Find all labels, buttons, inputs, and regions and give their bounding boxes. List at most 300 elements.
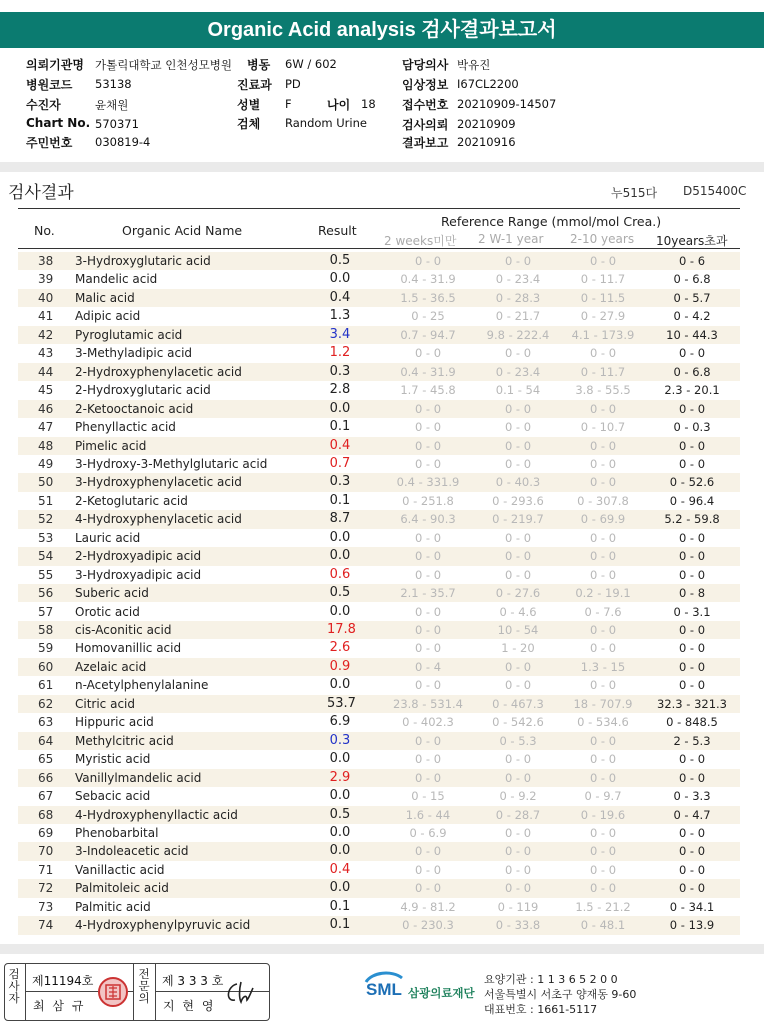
ref-range-2w-1y: 0 - 219.7 bbox=[492, 512, 544, 527]
ref-range-under-2-weeks: 0.4 - 31.9 bbox=[400, 272, 456, 287]
row-number: 42 bbox=[38, 327, 54, 342]
acid-name: Hippuric acid bbox=[75, 715, 154, 730]
result-value: 0.0 bbox=[329, 843, 351, 859]
row-number: 39 bbox=[38, 272, 54, 287]
acid-name: Sebacic acid bbox=[75, 789, 151, 804]
ref-range-2-10y: 0 - 11.5 bbox=[580, 290, 626, 305]
result-value: 0.0 bbox=[329, 824, 351, 840]
table-row bbox=[18, 713, 740, 731]
ref-range-under-2-weeks: 0 - 6.9 bbox=[409, 825, 447, 840]
ref-range-2-10y: 0 - 0 bbox=[589, 567, 617, 582]
result-value: 0.0 bbox=[329, 271, 351, 287]
patient-label: 수진자 bbox=[26, 98, 61, 112]
ref-range-under-2-weeks: 0.4 - 31.9 bbox=[400, 364, 456, 379]
ref-sub-1: 2 weeks미만 bbox=[384, 234, 457, 248]
acid-name: 3-Methyladipic acid bbox=[75, 346, 193, 361]
ref-range-over-10y: 0 - 0 bbox=[678, 844, 706, 859]
row-number: 50 bbox=[38, 475, 54, 490]
ref-range-under-2-weeks: 0 - 0 bbox=[414, 456, 442, 471]
table-row bbox=[18, 584, 740, 602]
ref-range-under-2-weeks: 0 - 0 bbox=[414, 844, 442, 859]
ref-range-under-2-weeks: 0 - 251.8 bbox=[402, 493, 454, 508]
ref-range-2-10y: 0 - 9.7 bbox=[584, 789, 622, 804]
request-value: 20210909 bbox=[457, 117, 516, 131]
ref-range-2w-1y: 0 - 23.4 bbox=[495, 272, 541, 287]
id-label: 주민번호 bbox=[26, 136, 73, 150]
table-row bbox=[18, 824, 740, 842]
row-number: 48 bbox=[38, 438, 54, 453]
acid-name: Citric acid bbox=[75, 696, 135, 711]
ref-range-2w-1y: 0 - 28.7 bbox=[495, 807, 541, 822]
result-value: 2.6 bbox=[329, 640, 351, 656]
table-row bbox=[18, 510, 740, 528]
ref-range-over-10y: 0 - 96.4 bbox=[669, 493, 715, 508]
ref-range-2w-1y: 9.8 - 222.4 bbox=[486, 327, 550, 342]
row-number: 45 bbox=[38, 383, 54, 398]
acid-name: 3-Hydroxyphenylacetic acid bbox=[75, 475, 242, 490]
specimen-label: 검체 bbox=[237, 117, 261, 131]
table-header-rule bbox=[18, 248, 740, 249]
ref-range-2-10y: 0 - 0 bbox=[589, 475, 617, 490]
result-value: 0.3 bbox=[329, 363, 351, 379]
ref-range-under-2-weeks: 0 - 0 bbox=[414, 623, 442, 637]
ref-range-2w-1y: 0 - 0 bbox=[504, 844, 532, 859]
ref-range-2-10y: 0 - 0 bbox=[589, 844, 617, 859]
ref-range-over-10y: 32.3 - 321.3 bbox=[657, 696, 727, 711]
ref-range-over-10y: 0 - 848.5 bbox=[666, 715, 718, 730]
ref-range-2-10y: 0 - 0 bbox=[589, 733, 617, 748]
table-row bbox=[18, 806, 740, 824]
ref-range-over-10y: 0 - 0 bbox=[678, 530, 706, 545]
specimen-value: Random Urine bbox=[285, 116, 367, 130]
id-value: 030819-4 bbox=[95, 135, 151, 149]
ref-range-2w-1y: 0 - 542.6 bbox=[492, 715, 544, 730]
ref-range-2-10y: 0 - 0 bbox=[589, 254, 617, 268]
acid-name: 4-Hydroxyphenyllactic acid bbox=[75, 807, 238, 822]
result-value: 8.7 bbox=[329, 511, 351, 527]
result-value: 0.0 bbox=[329, 751, 351, 767]
seal-icon bbox=[97, 976, 129, 1012]
ref-range-under-2-weeks: 0 - 15 bbox=[411, 789, 445, 804]
row-number: 47 bbox=[38, 420, 54, 435]
ref-range-over-10y: 5.2 - 59.8 bbox=[664, 512, 720, 527]
row-number: 59 bbox=[38, 641, 54, 656]
ref-range-2-10y: 1.5 - 21.2 bbox=[575, 899, 631, 914]
tester-vertical-label: 검 사 자 bbox=[8, 967, 20, 1005]
ref-range-2-10y: 0 - 0 bbox=[589, 862, 617, 877]
ref-range-2-10y: 0.2 - 19.1 bbox=[575, 586, 631, 601]
ref-range-2w-1y: 0 - 0 bbox=[504, 420, 532, 435]
ref-range-2w-1y: 0 - 28.3 bbox=[495, 290, 541, 305]
row-number: 73 bbox=[38, 899, 54, 914]
ref-range-under-2-weeks: 23.8 - 531.4 bbox=[393, 696, 463, 711]
acid-name: 3-Indoleacetic acid bbox=[75, 844, 189, 859]
ref-range-over-10y: 0 - 5.7 bbox=[673, 290, 711, 305]
ref-sub-3: 2-10 years bbox=[570, 232, 635, 246]
acid-name: 2-Ketoglutaric acid bbox=[75, 493, 188, 508]
row-number: 74 bbox=[38, 918, 54, 933]
table-row bbox=[18, 898, 740, 916]
row-number: 65 bbox=[38, 752, 54, 767]
acid-name: 2-Hydroxyadipic acid bbox=[75, 549, 202, 564]
col-no-header: No. bbox=[34, 223, 55, 238]
divider bbox=[0, 162, 764, 172]
result-value: 1.2 bbox=[329, 345, 351, 361]
result-value: 0.5 bbox=[329, 806, 351, 822]
ref-range-over-10y: 0 - 0 bbox=[678, 659, 706, 674]
acid-name: Mandelic acid bbox=[75, 272, 158, 287]
table-row bbox=[18, 363, 740, 381]
table-row bbox=[18, 639, 740, 657]
ref-sub-4: 10years초과 bbox=[656, 234, 728, 248]
doctor-value: 박유진 bbox=[457, 58, 491, 72]
ref-range-2-10y: 0 - 0 bbox=[589, 641, 617, 656]
ref-range-over-10y: 0 - 0 bbox=[678, 623, 706, 637]
ref-range-over-10y: 0 - 0 bbox=[678, 401, 706, 416]
result-value: 17.8 bbox=[327, 622, 356, 637]
table-row bbox=[18, 529, 740, 547]
result-value: 0.0 bbox=[329, 400, 351, 416]
ref-range-2-10y: 0 - 0 bbox=[589, 549, 617, 564]
table-row bbox=[18, 437, 740, 455]
ref-range-2w-1y: 0 - 0 bbox=[504, 346, 532, 361]
row-number: 66 bbox=[38, 770, 54, 785]
ref-range-over-10y: 0 - 6.8 bbox=[673, 364, 711, 379]
acid-name: Homovanillic acid bbox=[75, 641, 182, 656]
row-number: 56 bbox=[38, 586, 54, 601]
ref-range-under-2-weeks: 6.4 - 90.3 bbox=[400, 512, 456, 527]
row-number: 72 bbox=[38, 881, 54, 896]
ref-range-2-10y: 18 - 707.9 bbox=[573, 696, 633, 711]
hospital-code-value: 53138 bbox=[95, 77, 132, 91]
row-number: 38 bbox=[38, 254, 54, 268]
acid-name: Suberic acid bbox=[75, 586, 149, 601]
acid-name: Palmitoleic acid bbox=[75, 881, 169, 896]
ref-range-over-10y: 0 - 0 bbox=[678, 752, 706, 767]
ref-range-2-10y: 0 - 534.6 bbox=[577, 715, 629, 730]
ref-range-2w-1y: 0 - 0 bbox=[504, 659, 532, 674]
row-number: 52 bbox=[38, 512, 54, 527]
ref-range-2w-1y: 0 - 0 bbox=[504, 825, 532, 840]
specialist-name: 지 현 영 bbox=[163, 999, 216, 1013]
ref-range-under-2-weeks: 0 - 0 bbox=[414, 420, 442, 435]
ref-range-2-10y: 0 - 10.7 bbox=[580, 420, 626, 435]
table-row bbox=[18, 787, 740, 805]
ref-range-2w-1y: 0 - 9.2 bbox=[499, 789, 537, 804]
doctor-label: 담당의사 bbox=[402, 58, 449, 72]
ref-range-under-2-weeks: 0 - 0 bbox=[414, 438, 442, 453]
patient-value: 윤채원 bbox=[95, 98, 129, 112]
ref-range-over-10y: 0 - 3.1 bbox=[673, 604, 711, 619]
ref-range-under-2-weeks: 0 - 0 bbox=[414, 254, 442, 268]
ref-range-2w-1y: 0 - 0 bbox=[504, 752, 532, 767]
ref-range-2w-1y: 0 - 119 bbox=[497, 899, 539, 914]
ref-range-2w-1y: 0 - 27.6 bbox=[495, 586, 541, 601]
ref-range-under-2-weeks: 0 - 0 bbox=[414, 881, 442, 896]
report-title: Organic Acid analysis 검사결과보고서 bbox=[0, 12, 764, 48]
table-row bbox=[18, 566, 740, 584]
row-number: 67 bbox=[38, 789, 54, 804]
row-number: 40 bbox=[38, 290, 54, 305]
row-number: 46 bbox=[38, 401, 54, 416]
row-number: 61 bbox=[38, 678, 54, 693]
row-number: 57 bbox=[38, 604, 54, 619]
ref-range-over-10y: 0 - 8 bbox=[678, 586, 706, 601]
ref-range-2w-1y: 0 - 0 bbox=[504, 770, 532, 785]
result-value: 0.0 bbox=[329, 788, 351, 804]
result-value: 0.5 bbox=[329, 253, 351, 268]
sex-value: F bbox=[285, 97, 292, 111]
result-value: 0.0 bbox=[329, 529, 351, 545]
table-row bbox=[18, 769, 740, 787]
ref-range-2w-1y: 10 - 54 bbox=[497, 623, 539, 637]
ref-range-over-10y: 0 - 0 bbox=[678, 438, 706, 453]
table-row bbox=[18, 400, 740, 418]
footer-divider bbox=[0, 944, 764, 954]
acid-name: Pimelic acid bbox=[75, 438, 147, 453]
row-number: 43 bbox=[38, 346, 54, 361]
section-title: 검사결과 bbox=[8, 183, 74, 203]
table-row bbox=[18, 861, 740, 879]
row-number: 55 bbox=[38, 567, 54, 582]
ref-range-2-10y: 4.1 - 173.9 bbox=[571, 327, 635, 342]
table-row bbox=[18, 252, 740, 270]
age-label: 나이 bbox=[327, 98, 351, 112]
ref-range-2-10y: 0 - 0 bbox=[589, 623, 617, 637]
result-value: 0.0 bbox=[329, 603, 351, 619]
ref-range-2-10y: 0 - 0 bbox=[589, 881, 617, 896]
ref-range-2-10y: 1.3 - 15 bbox=[580, 659, 626, 674]
row-number: 44 bbox=[38, 364, 54, 379]
table-row bbox=[18, 381, 740, 399]
result-value: 3.4 bbox=[329, 326, 351, 342]
institution-value: 가톨릭대학교 인천성모병원 bbox=[95, 58, 232, 72]
ref-range-2w-1y: 0 - 0 bbox=[504, 456, 532, 471]
ref-range-2-10y: 0 - 0 bbox=[589, 752, 617, 767]
result-value: 2.9 bbox=[329, 769, 351, 785]
ref-sub-2: 2 W-1 year bbox=[478, 232, 544, 246]
ref-range-under-2-weeks: 0 - 230.3 bbox=[402, 918, 454, 933]
row-number: 58 bbox=[38, 623, 54, 637]
row-number: 71 bbox=[38, 862, 54, 877]
table-row bbox=[18, 270, 740, 288]
table-row bbox=[18, 621, 740, 639]
ref-range-2w-1y: 0 - 293.6 bbox=[492, 493, 544, 508]
table-row bbox=[18, 658, 740, 676]
ref-range-2w-1y: 0 - 0 bbox=[504, 401, 532, 416]
row-number: 64 bbox=[38, 733, 54, 748]
acid-name: 3-Hydroxyglutaric acid bbox=[75, 254, 211, 268]
acid-name: Malic acid bbox=[75, 290, 135, 305]
ref-range-over-10y: 0 - 4.2 bbox=[673, 309, 711, 324]
dept-value: PD bbox=[285, 77, 301, 91]
ref-range-under-2-weeks: 0.4 - 331.9 bbox=[396, 475, 460, 490]
ref-range-2-10y: 0 - 27.9 bbox=[580, 309, 626, 324]
ref-range-under-2-weeks: 0 - 0 bbox=[414, 770, 442, 785]
ref-range-2w-1y: 0 - 23.4 bbox=[495, 364, 541, 379]
ref-range-2w-1y: 0 - 0 bbox=[504, 678, 532, 693]
acid-name: 4-Hydroxyphenylpyruvic acid bbox=[75, 918, 251, 933]
acid-name: Phenyllactic acid bbox=[75, 420, 176, 435]
ref-range-2w-1y: 0 - 0 bbox=[504, 549, 532, 564]
row-number: 51 bbox=[38, 493, 54, 508]
table-row bbox=[18, 676, 740, 694]
acid-name: Azelaic acid bbox=[75, 659, 147, 674]
address: 서울특별시 서초구 양재동 9-60 bbox=[484, 988, 637, 1001]
result-value: 0.4 bbox=[329, 437, 351, 453]
ref-range-over-10y: 0 - 0.3 bbox=[673, 420, 711, 435]
clinical-value: I67CL2200 bbox=[457, 77, 519, 91]
row-number: 41 bbox=[38, 309, 54, 324]
ref-range-under-2-weeks: 1.6 - 44 bbox=[405, 807, 451, 822]
row-number: 63 bbox=[38, 715, 54, 730]
receipt-value: 20210909-14507 bbox=[457, 97, 557, 111]
ref-range-over-10y: 0 - 4.7 bbox=[673, 807, 711, 822]
ref-range-over-10y: 0 - 6.8 bbox=[673, 272, 711, 287]
ref-range-2w-1y: 0 - 467.3 bbox=[492, 696, 544, 711]
ref-range-2w-1y: 0 - 5.3 bbox=[499, 733, 537, 748]
col-result-header: Result bbox=[318, 223, 357, 238]
ref-range-under-2-weeks: 0 - 0 bbox=[414, 530, 442, 545]
ref-range-2-10y: 0 - 0 bbox=[589, 456, 617, 471]
acid-name: Lauric acid bbox=[75, 530, 141, 545]
ref-range-2w-1y: 0 - 33.8 bbox=[495, 918, 541, 933]
acid-name: 2-Ketooctanoic acid bbox=[75, 401, 194, 416]
table-row bbox=[18, 603, 740, 621]
result-value: 0.7 bbox=[329, 455, 351, 471]
report-value: 20210916 bbox=[457, 135, 516, 149]
specialist-number: 제 3 3 3 호 bbox=[162, 974, 224, 988]
ref-range-under-2-weeks: 0 - 4 bbox=[414, 659, 442, 674]
specialist-vertical-label: 전 문 의 bbox=[138, 967, 150, 1005]
ref-range-2-10y: 0 - 0 bbox=[589, 770, 617, 785]
ref-range-under-2-weeks: 0 - 0 bbox=[414, 604, 442, 619]
ref-range-under-2-weeks: 4.9 - 81.2 bbox=[400, 899, 456, 914]
acid-name: Myristic acid bbox=[75, 752, 151, 767]
ref-range-under-2-weeks: 0 - 0 bbox=[414, 733, 442, 748]
sex-label: 성별 bbox=[237, 98, 261, 112]
result-value: 0.0 bbox=[329, 880, 351, 896]
ref-range-over-10y: 0 - 13.9 bbox=[669, 918, 715, 933]
ref-range-over-10y: 0 - 52.6 bbox=[669, 475, 715, 490]
ref-range-2-10y: 0 - 19.6 bbox=[580, 807, 626, 822]
ref-range-2w-1y: 0.1 - 54 bbox=[495, 383, 541, 398]
result-value: 6.9 bbox=[329, 714, 351, 730]
ref-range-under-2-weeks: 0 - 402.3 bbox=[402, 715, 454, 730]
ref-range-over-10y: 0 - 0 bbox=[678, 678, 706, 693]
row-number: 62 bbox=[38, 696, 54, 711]
ref-range-2-10y: 0 - 307.8 bbox=[577, 493, 629, 508]
request-label: 검사의뢰 bbox=[402, 118, 449, 132]
report-label: 결과보고 bbox=[402, 136, 449, 150]
table-row bbox=[18, 418, 740, 436]
ref-range-2w-1y: 0 - 0 bbox=[504, 862, 532, 877]
ref-range-2-10y: 0 - 0 bbox=[589, 401, 617, 416]
result-value: 0.6 bbox=[329, 566, 351, 582]
ref-range-2-10y: 0 - 0 bbox=[589, 530, 617, 545]
result-value: 0.3 bbox=[329, 474, 351, 490]
tester-name: 최 삼 규 bbox=[33, 999, 86, 1013]
ref-range-2w-1y: 0 - 0 bbox=[504, 567, 532, 582]
ref-range-under-2-weeks: 0.7 - 94.7 bbox=[400, 327, 456, 342]
table-row bbox=[18, 916, 740, 934]
ref-range-over-10y: 0 - 0 bbox=[678, 346, 706, 361]
ref-range-2w-1y: 0 - 40.3 bbox=[495, 475, 541, 490]
acid-name: 2-Hydroxyphenylacetic acid bbox=[75, 364, 242, 379]
table-row bbox=[18, 455, 740, 473]
ref-range-under-2-weeks: 0 - 25 bbox=[411, 309, 445, 324]
table-row bbox=[18, 879, 740, 897]
age-value: 18 bbox=[361, 97, 376, 111]
ref-range-under-2-weeks: 0 - 0 bbox=[414, 401, 442, 416]
ref-range-under-2-weeks: 0 - 0 bbox=[414, 641, 442, 656]
ref-range-under-2-weeks: 0 - 0 bbox=[414, 567, 442, 582]
table-row bbox=[18, 492, 740, 510]
logo-short: SML bbox=[366, 980, 402, 999]
table-row bbox=[18, 695, 740, 713]
result-value: 0.1 bbox=[329, 898, 351, 914]
acid-name: Phenobarbital bbox=[75, 825, 159, 840]
result-value: 1.3 bbox=[329, 308, 351, 324]
acid-name: 4-Hydroxyphenylacetic acid bbox=[75, 512, 242, 527]
ref-range-2-10y: 0 - 0 bbox=[589, 678, 617, 693]
ref-range-under-2-weeks: 1.7 - 45.8 bbox=[400, 383, 456, 398]
ref-range-over-10y: 0 - 34.1 bbox=[669, 899, 715, 914]
ref-range-over-10y: 2.3 - 20.1 bbox=[664, 383, 720, 398]
ref-range-under-2-weeks: 2.1 - 35.7 bbox=[400, 586, 456, 601]
row-number: 60 bbox=[38, 659, 54, 674]
ref-range-under-2-weeks: 0 - 0 bbox=[414, 752, 442, 767]
ward-value: 6W / 602 bbox=[285, 57, 337, 71]
acid-name: Methylcitric acid bbox=[75, 733, 174, 748]
result-value: 0.3 bbox=[329, 732, 351, 748]
ref-range-over-10y: 2 - 5.3 bbox=[673, 733, 711, 748]
row-number: 49 bbox=[38, 456, 54, 471]
acid-name: Palmitic acid bbox=[75, 899, 151, 914]
ref-range-2w-1y: 0 - 21.7 bbox=[495, 309, 541, 324]
tester-number: 제11194호 bbox=[32, 974, 94, 988]
ref-range-under-2-weeks: 0 - 0 bbox=[414, 678, 442, 693]
result-value: 0.1 bbox=[329, 419, 351, 435]
ref-range-over-10y: 0 - 0 bbox=[678, 549, 706, 564]
col-name-header: Organic Acid Name bbox=[122, 223, 243, 238]
ref-range-2w-1y: 0 - 0 bbox=[504, 438, 532, 453]
acid-name: Vanillactic acid bbox=[75, 862, 165, 877]
receipt-label: 접수번호 bbox=[402, 98, 449, 112]
table-row bbox=[18, 750, 740, 768]
ward-label: 병동 bbox=[247, 58, 271, 72]
ref-range-2-10y: 0 - 11.7 bbox=[580, 272, 626, 287]
signature-icon bbox=[223, 978, 259, 1012]
row-number: 70 bbox=[38, 844, 54, 859]
ref-range-2-10y: 0 - 0 bbox=[589, 346, 617, 361]
ref-range-over-10y: 0 - 3.3 bbox=[673, 789, 711, 804]
ref-range-under-2-weeks: 1.5 - 36.5 bbox=[400, 290, 456, 305]
ref-range-2-10y: 0 - 69.9 bbox=[580, 512, 626, 527]
signature-box bbox=[4, 963, 270, 1021]
ref-range-2-10y: 0 - 48.1 bbox=[580, 918, 626, 933]
ref-range-over-10y: 10 - 44.3 bbox=[666, 327, 718, 342]
phone: 대표번호 : 1661-5117 bbox=[484, 1003, 598, 1016]
ref-range-under-2-weeks: 0 - 0 bbox=[414, 862, 442, 877]
result-value: 0.0 bbox=[329, 548, 351, 564]
ref-range-over-10y: 0 - 0 bbox=[678, 770, 706, 785]
ref-range-over-10y: 0 - 0 bbox=[678, 825, 706, 840]
result-value: 0.4 bbox=[329, 861, 351, 877]
acid-name: 3-Hydroxyadipic acid bbox=[75, 567, 202, 582]
ref-range-under-2-weeks: 0 - 0 bbox=[414, 549, 442, 564]
chart-value: 570371 bbox=[95, 117, 139, 131]
